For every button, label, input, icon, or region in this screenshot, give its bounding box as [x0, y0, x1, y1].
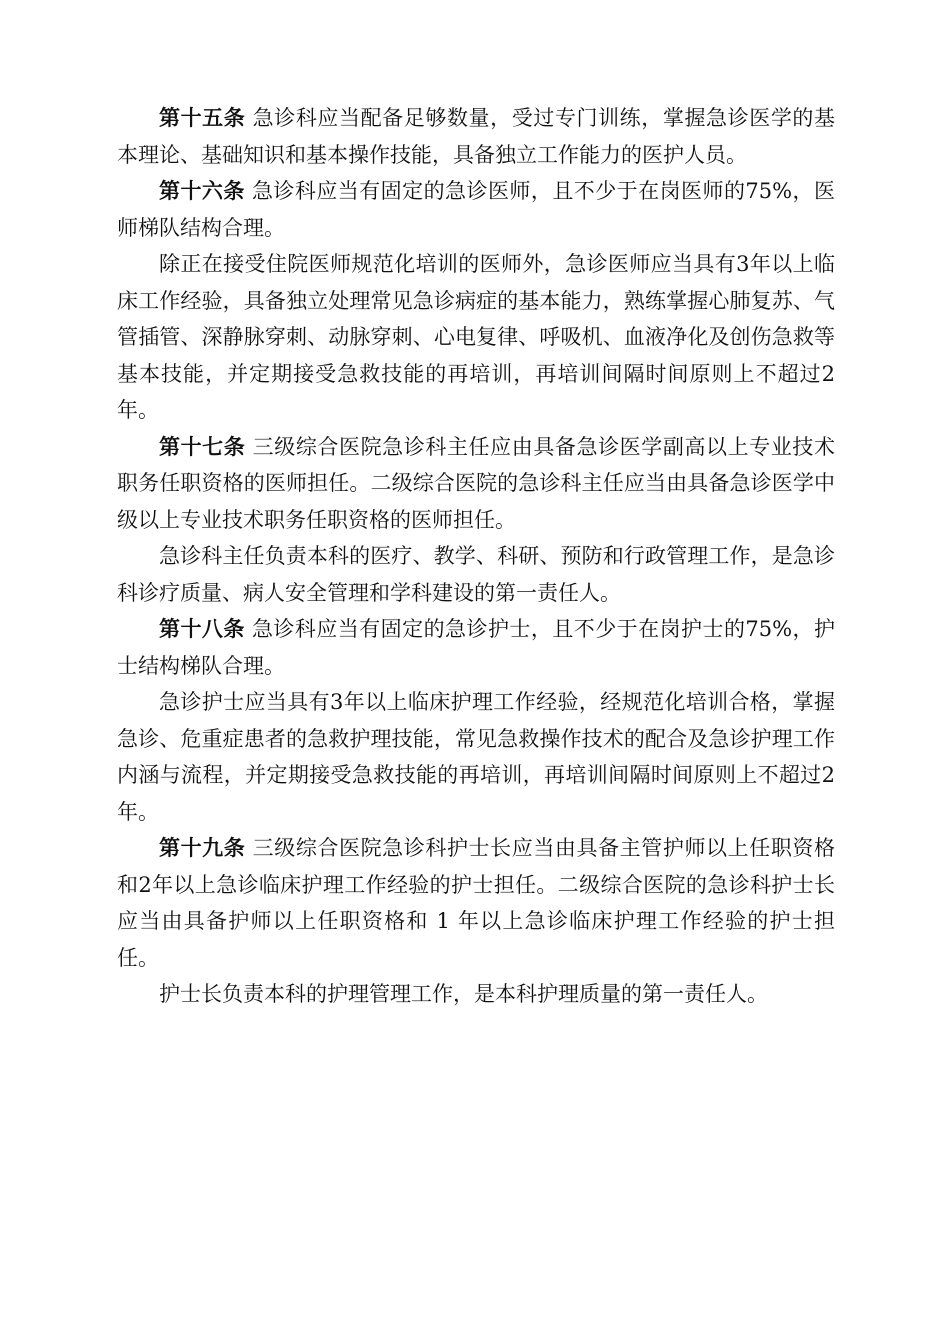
paragraph-text: 急诊护士应当具有3年以上临床护理工作经验，经规范化培训合格，掌握急诊、危重症患者的急救护理技能，常见急救操作技术的配合及急诊护理工作内涵与流程，并定期接受急救技能的再培训，再培训间隔时间原则上不超过2年。 — [117, 690, 835, 824]
article-number: 第十七条 — [159, 434, 246, 459]
paragraph-article-19 — [117, 830, 835, 976]
paragraph-article-18-detail — [117, 684, 835, 830]
paragraph-text: 急诊科应当有固定的急诊医师，且不少于在岗医师的75%，医师梯队结构合理。 — [117, 179, 835, 240]
paragraph-text: 除正在接受住院医师规范化培训的医师外，急诊医师应当具有3年以上临床工作经验，具备独立处理常见急诊病症的基本能力，熟练掌握心肺复苏、气管插管、深静脉穿刺、动脉穿刺、心电复律、呼吸机、血液净化及创伤急救等基本技能，并定期接受急救技能的再培训，再培训间隔时间原则上不超过2年。 — [117, 252, 835, 422]
article-number: 第十八条 — [159, 617, 245, 641]
paragraph-article-15 — [117, 100, 835, 173]
paragraph-text: 三级综合医院急诊科主任应由具备急诊医学副高以上专业技术职务任职资格的医师担任。二级综合医院的急诊科主任应当由具备急诊医学中级以上专业技术职务任职资格的医师担任。 — [117, 434, 835, 532]
paragraph-article-17-detail — [117, 538, 835, 611]
article-number: 第十九条 — [159, 836, 246, 860]
paragraph-text: 急诊科应当有固定的急诊护士，且不少于在岗护士的75%，护士结构梯队合理。 — [117, 617, 835, 678]
article-number: 第十五条 — [159, 106, 246, 130]
paragraph-text: 急诊科应当配备足够数量，受过专门训练，掌握急诊医学的基本理论、基础知识和基本操作技能，具备独立工作能力的医护人员。 — [117, 106, 835, 167]
paragraph-text: 三级综合医院急诊科护士长应当由具备主管护师以上任职资格和2年以上急诊临床护理工作经验的护士担任。二级综合医院的急诊科护士长应当由具备护师以上任职资格和 1 年以上急诊临床护理工作经验的护士担任。 — [117, 836, 835, 970]
paragraph-article-16-detail — [117, 246, 835, 429]
paragraph-article-17 — [117, 429, 835, 539]
paragraph-article-16 — [117, 173, 835, 246]
article-number: 第十六条 — [159, 179, 245, 203]
document-page — [117, 100, 835, 1013]
paragraph-article-19-detail — [117, 976, 835, 1013]
paragraph-text: 急诊科主任负责本科的医疗、教学、科研、预防和行政管理工作，是急诊科诊疗质量、病人安全管理和学科建设的第一责任人。 — [117, 544, 835, 605]
paragraph-text: 护士长负责本科的护理管理工作，是本科护理质量的第一责任人。 — [159, 982, 768, 1006]
paragraph-article-18 — [117, 611, 835, 684]
